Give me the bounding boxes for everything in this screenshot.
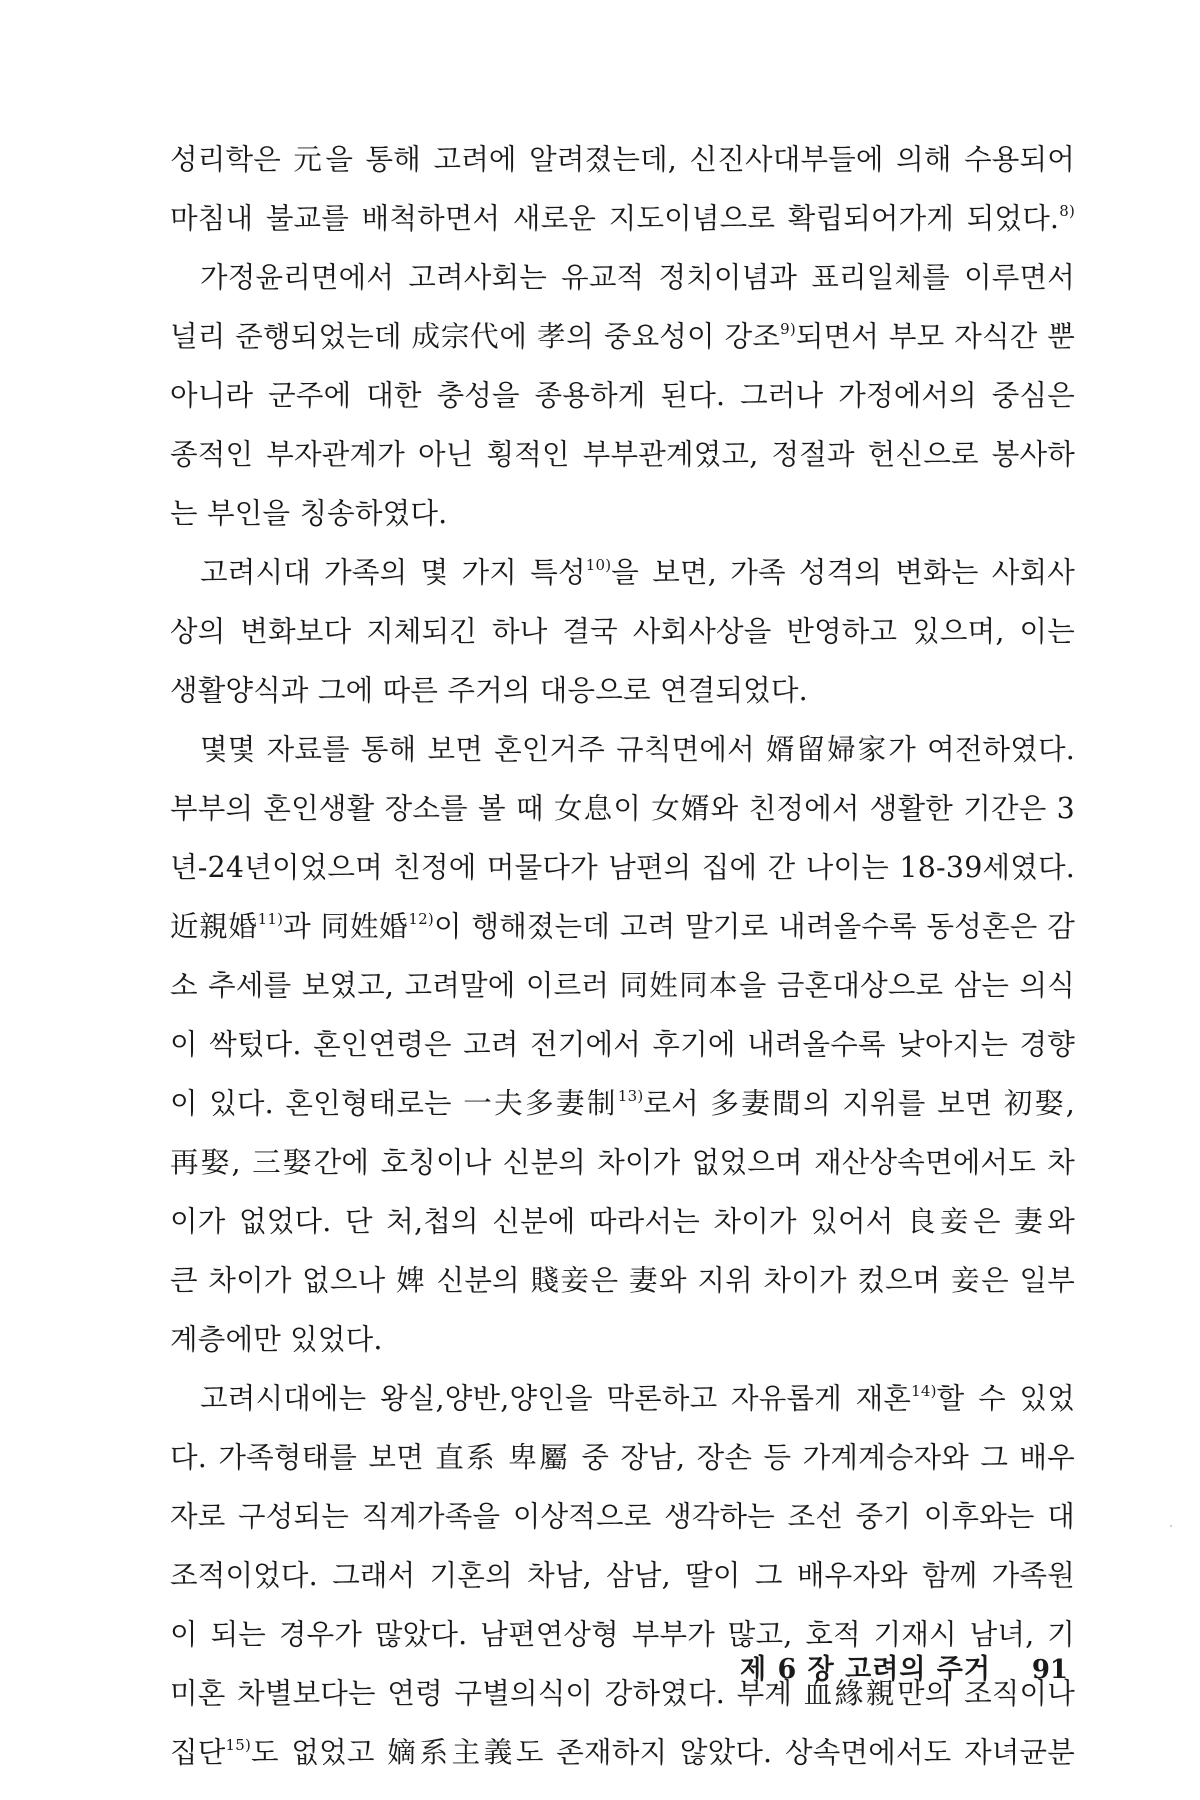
footnote-ref: 8) [1059, 201, 1075, 220]
text-line: 이 되는 경우가 많았다. 남편연상형 부부가 많고, 호적 기재시 남녀, 기 [170, 1618, 1075, 1651]
text-line: 미혼 차별보다는 연령 구별의식이 강하였다. 부계 血緣親만의 조직이나 [170, 1677, 1075, 1710]
footnote-ref: 9) [780, 319, 796, 338]
footnote-ref: 10) [585, 555, 612, 574]
footnote-ref: 13) [617, 1086, 644, 1105]
page-footer [740, 1650, 1080, 1690]
footnote-ref: 15) [225, 1735, 252, 1754]
text-line: 이 싹텄다. 혼인연령은 고려 전기에서 후기에 내려올수록 낮아지는 경향 [170, 1028, 1075, 1061]
text-line: 자로 구성되는 직계가족을 이상적으로 생각하는 조선 중기 이후와는 대 [170, 1500, 1075, 1533]
text-line: 몇몇 자료를 통해 보면 혼인거주 규칙면에서 婿留婦家가 여전하였다. [200, 733, 1075, 766]
text-line: 가정윤리면에서 고려사회는 유교적 정치이념과 표리일체를 이루면서 [200, 261, 1075, 294]
text-line: 널리 준행되었는데 成宗代에 孝의 중요성이 강조$^{9)}$되면서 부모 자식간 뿐 [170, 319, 1075, 353]
text-line: 부부의 혼인생활 장소를 볼 때 女息이 女婿와 친정에서 생활한 기간은 3 [170, 792, 1075, 825]
text-line: 소 추세를 보였고, 고려말에 이르러 同姓同本을 금혼대상으로 삼는 의식 [170, 969, 1075, 1002]
text-line: 집단$^{15)}$도 없었고 嫡系主義도 존재하지 않았다. 상속면에서도 자녀균분 [170, 1735, 1075, 1769]
text-line: 이가 없었다. 단 처,첩의 신분에 따라서는 차이가 있어서 良妾은 妻와 [170, 1205, 1075, 1238]
text-line: 아니라 군주에 대한 충성을 종용하게 된다. 그러나 가정에서의 중심은 [170, 379, 1075, 412]
text-line: 큰 차이가 없으나 婢 신분의 賤妾은 妻와 지위 차이가 컸으며 妾은 일부 [170, 1264, 1075, 1297]
footnote-ref: 12) [408, 909, 434, 928]
text-line: 생활양식과 그에 따른 주거의 대응으로 연결되었다. [170, 674, 808, 707]
page-number: 91 [1031, 1655, 1068, 1685]
text-line: 년-24년이었으며 친정에 머물다가 남편의 집에 간 나이는 18-39세였다. [170, 851, 1075, 884]
footnote-ref: 11) [257, 909, 284, 928]
footnote-ref: 14) [911, 1381, 937, 1400]
text-line: 고려시대에는 왕실,양반,양인을 막론하고 자유롭게 재혼$^{14)}$할 수 있었 [200, 1381, 1075, 1415]
text-line: 마침내 불교를 배척하면서 새로운 지도이념으로 확립되어가게 되었다.$^{8)}$ [170, 201, 1075, 235]
text-line: 近親婚$^{11)}$과 同姓婚$^{12)}$이 행해졌는데 고려 말기로 내려올수록 동성혼은 감 [170, 909, 1075, 943]
text-line: 성리학은 元을 통해 고려에 알려졌는데, 신진사대부들에 의해 수용되어 [170, 143, 1075, 176]
text-line: 계층에만 있었다. [170, 1323, 383, 1356]
scan-dust [1170, 1525, 1172, 1527]
text-line: 이 있다. 혼인형태로는 一夫多妻制$^{13)}$로서 多妻間의 지위를 보면 初娶, [170, 1086, 1075, 1120]
text-line: 조적이었다. 그래서 기혼의 차남, 삼남, 딸이 그 배우자와 함께 가족원 [170, 1559, 1075, 1592]
text-line: 고려시대 가족의 몇 가지 특성$^{10)}$을 보면, 가족 성격의 변화는 사회사 [200, 555, 1075, 589]
text-line: 상의 변화보다 지체되긴 하나 결국 사회사상을 반영하고 있으며, 이는 [170, 615, 1075, 648]
text-line: 再娶, 三娶간에 호칭이나 신분의 차이가 없었으며 재산상속면에서도 차 [170, 1146, 1075, 1179]
text-line: 다. 가족형태를 보면 直系 卑屬 중 장남, 장손 등 가계계승자와 그 배우 [170, 1441, 1075, 1474]
text-line: 종적인 부자관계가 아닌 횡적인 부부관계였고, 정절과 헌신으로 봉사하 [170, 438, 1075, 471]
chapter-title: 제 6 장 고려의 주거 [740, 1654, 991, 1685]
body-text [170, 130, 1075, 1782]
text-line: 는 부인을 칭송하였다. [170, 497, 448, 530]
